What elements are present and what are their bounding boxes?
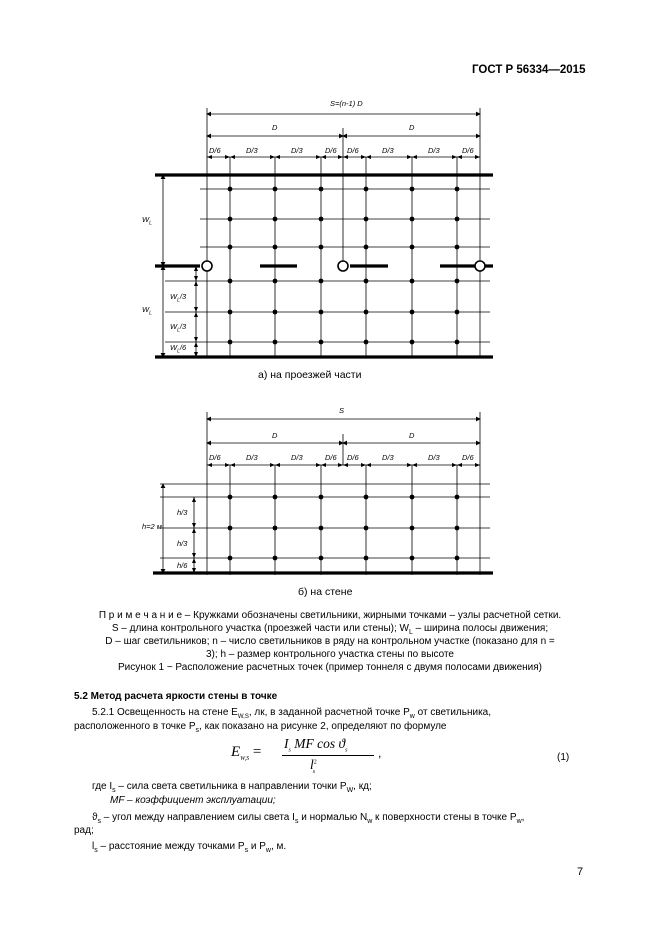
- section-heading: 5.2 Метод расчета яркости стены в точке: [74, 691, 278, 702]
- fig-a-wl-lower: $W_L$: [142, 305, 152, 317]
- formula-fraction-bar: [282, 755, 374, 756]
- formula-denominator: $l^2_s$: [310, 757, 317, 775]
- fig-a-sub-label: D/3: [428, 146, 440, 155]
- grid-nodes-wall: [228, 495, 460, 561]
- fig-b-row-label: h/3: [177, 508, 188, 517]
- fig-a-row-label: $W_L/3$: [170, 322, 187, 334]
- fig-a-sub-label: D/3: [291, 146, 303, 155]
- luminaire-icon: [202, 261, 212, 271]
- fig-a-wl-upper: $W_L$: [142, 215, 152, 227]
- fig-b-sub-label: D/6: [462, 453, 474, 462]
- fig-a-sub-label: D/6: [209, 146, 221, 155]
- fig-a-d-label: D: [409, 123, 415, 132]
- fig-b-sub-label: D/3: [246, 453, 258, 462]
- para-1: 5.2.1 Освещенность на стене $E_{W,S}$, лк, в заданной расчетной точке $P_w$ от светильника,: [92, 707, 492, 720]
- fig-a-sub-label: D/6: [347, 146, 359, 155]
- formula-number: (1): [557, 752, 570, 763]
- document-id: ГОСТ Р 56334—2015: [472, 64, 586, 76]
- fig-b-row-label: h/6: [177, 561, 188, 570]
- definition-1: где $I_s$ – сила света светильника в направлении точки $P_W$, кд;: [92, 781, 372, 794]
- fig-b-sub-label: D/3: [291, 453, 303, 462]
- fig-a-row-label: $W_L/3$: [170, 292, 187, 304]
- para-2: расположенного в точке $P_s$, как показано на рисунке 2, определяют по формуле: [74, 721, 447, 734]
- note-line-1: П р и м е ч а н и е – Кружками обозначены светильники, жирными точками – узлы расчетной сетки.: [98, 610, 562, 621]
- fig-b-row-label: h/3: [177, 539, 188, 548]
- fig-a-sub-label: D/3: [382, 146, 394, 155]
- fig-b-sub-label: D/3: [428, 453, 440, 462]
- page-number: 7: [577, 866, 584, 878]
- note-line-3: D – шаг светильников; n – число светильников в ряду на контрольном участке (показано для n =: [105, 636, 555, 647]
- figure-caption: Рисунок 1 − Расположение расчетных точек (пример тоннеля с двумя полосами движения): [117, 662, 543, 673]
- fig-a-total-label: S=(n-1) D: [330, 99, 363, 108]
- note-line-2: S – длина контрольного участка (проезжей части или стены); $W_L$ – ширина полосы движения;: [111, 623, 549, 636]
- fig-a-sub-label: D/6: [325, 146, 337, 155]
- definition-2: MF – коэффициент эксплуатации;: [110, 795, 276, 806]
- fig-a-row-label: $W_L/6$: [170, 343, 187, 355]
- fig-b-d-label: D: [409, 431, 415, 440]
- fig-b-sub-label: D/3: [382, 453, 394, 462]
- formula-tail: ,: [378, 746, 382, 760]
- formula-lhs: $E_{W,S}$ =: [231, 744, 262, 762]
- formula-numerator: $I_s$ MF $\cos ϑ_s$: [284, 736, 348, 754]
- note-line-4: 3); h – размер контрольного участка стены по высоте: [206, 649, 454, 660]
- definition-3: $ϑ_s$ – угол между направлением силы света $I_s$ и нормалью $N_w$ к поверхности стены в точке $P_w$,: [92, 812, 525, 825]
- fig-b-sub-label: D/6: [325, 453, 337, 462]
- fig-a-d-label: D: [272, 123, 278, 132]
- definition-3-cont: рад;: [74, 825, 94, 836]
- luminaire-icon: [475, 261, 485, 271]
- fig-b-sub-label: D/6: [347, 453, 359, 462]
- definition-4: $l_s$ – расстояние между точками $P_s$ и $P_w$, м.: [92, 841, 287, 854]
- fig-b-sub-label: D/6: [209, 453, 221, 462]
- fig-a-sub-label: D/3: [246, 146, 258, 155]
- fig-b-caption: б) на стене: [298, 586, 353, 598]
- fig-b-height-label: h=2 м: [142, 522, 162, 531]
- fig-a-caption: а) на проезжей части: [258, 369, 362, 381]
- luminaire-icon: [338, 261, 348, 271]
- fig-b-d-label: D: [272, 431, 278, 440]
- fig-b-total-label: S: [339, 406, 345, 415]
- fig-a-sub-label: D/6: [462, 146, 474, 155]
